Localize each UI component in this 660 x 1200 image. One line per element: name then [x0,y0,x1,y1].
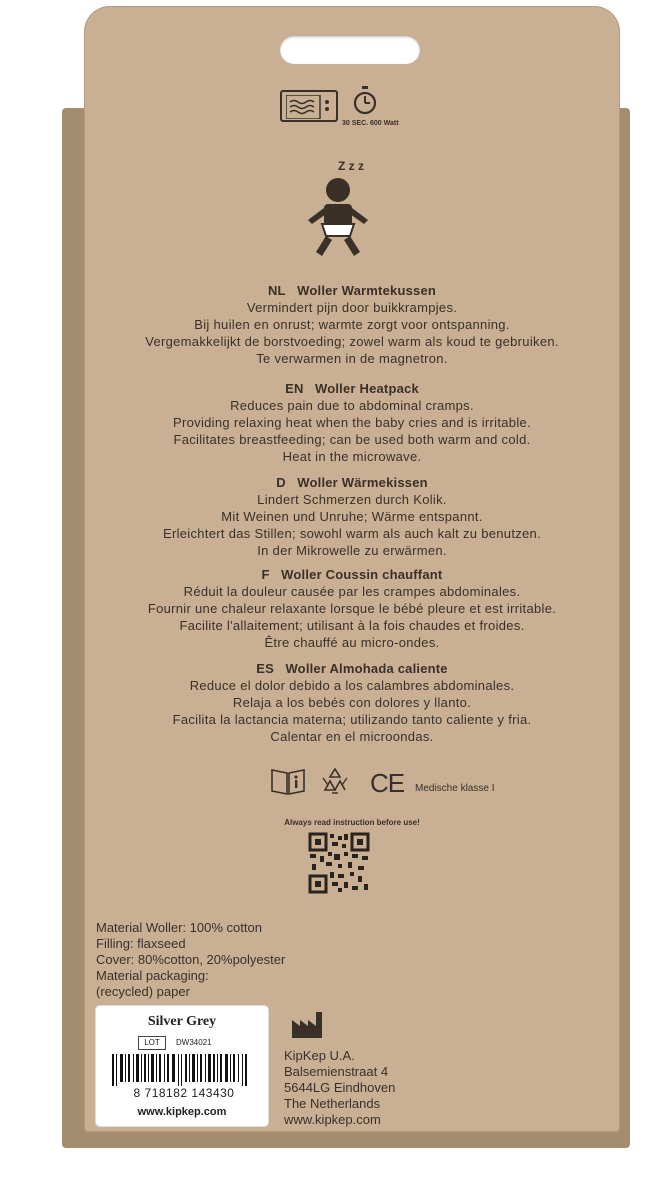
section-nl [84,282,620,367]
barcode-icon [112,1054,252,1086]
package-back [84,6,620,1132]
section-line: Te verwarmen in de magnetron. [256,351,448,366]
sleeping-baby-icon [298,152,378,262]
section-en [84,380,620,465]
section-title: F Woller Coussin chauffant [261,567,443,582]
lot-number: DW34021 [176,1038,212,1047]
section-es [84,660,620,745]
section-line: Reduce el dolor debido a los calambres abdominales. [189,678,515,693]
section-line: Facilita la lactancia materna; utilizando tanto caliente y fria. [172,712,532,727]
section-line: Vergemakkelijkt de borstvoeding; zowel warm als koud te gebruiken. [145,334,559,349]
address-line: www.kipkep.com [284,1112,381,1127]
heating-time-label: 30 SEC. 600 Watt [342,120,399,127]
microwave-icon [280,90,338,122]
heating-instructions [280,86,450,136]
address-line: The Netherlands [284,1096,381,1111]
section-title: NL Woller Warmtekussen [267,283,437,298]
section-line: Facilitates breastfeeding; can be used both warm and cold. [173,432,531,447]
section-title: ES Woller Almohada caliente [256,661,448,676]
recycle-icon [320,766,350,796]
material-line: Material Woller: 100% cotton [96,920,262,935]
section-line: Relaja a los bebés con dolores y llanto. [232,695,472,710]
medical-class-label: Medische klasse I [415,783,495,794]
company-address [284,1048,395,1128]
section-line: Reduces pain due to abdominal cramps. [230,398,474,413]
product-color: Silver Grey [147,1014,217,1029]
section-line: In der Mikrowelle zu erwärmen. [257,543,447,558]
read-manual-icon [270,766,306,796]
section-title: EN Woller Heatpack [285,381,419,396]
section-f [84,566,620,651]
address-line: 5644LG Eindhoven [284,1080,396,1095]
material-info [96,920,285,1000]
material-line: Filling: flaxseed [96,936,186,951]
material-line: (recycled) paper [96,984,190,999]
stopwatch-icon [352,86,378,116]
address-line: Balsemienstraat 4 [284,1064,389,1079]
qr-code-icon [308,832,370,894]
section-line: Être chauffé au micro-ondes. [264,635,440,650]
lot-label: LOT [138,1036,166,1050]
section-line: Fournir une chaleur relaxante lorsque le bébé pleure et est irritable. [147,601,557,616]
section-line: Bij huilen en onrust; warmte zorgt voor ontspanning. [194,317,510,332]
hang-hole [280,36,420,64]
material-line: Material packaging: [96,968,209,983]
product-label [96,1006,268,1126]
section-d [84,474,620,559]
section-line: Facilite l'allaitement; utilisant à la fois chaudes et froides. [179,618,525,633]
material-line: Cover: 80%cotton, 20%polyester [96,952,286,967]
section-line: Calentar en el microondas. [270,729,434,744]
ce-mark: CE [370,768,405,798]
section-line: Lindert Schmerzen durch Kolik. [257,492,447,507]
address-line: KipKep U.A. [284,1048,355,1063]
section-line: Erleichtert das Stillen; sowohl warm als auch kalt zu benutzen. [162,526,542,541]
section-line: Vermindert pijn door buikkrampjes. [246,300,458,315]
sleep-zzz-icon: Z z z [338,159,364,173]
barcode-number: 8 718182 143430 [133,1086,235,1100]
label-website: www.kipkep.com [137,1106,227,1118]
section-line: Réduit la douleur causée par les crampes abdominales. [183,584,521,599]
section-line: Providing relaxing heat when the baby cries and is irritable. [173,415,531,430]
section-line: Heat in the microwave. [282,449,422,464]
manufacturer-icon [290,1010,324,1040]
regulatory-symbols [270,766,570,800]
section-line: Mit Weinen und Unruhe; Wärme entspannt. [221,509,483,524]
section-title: D Woller Wärmekissen [276,475,428,490]
instruction-notice: Always read instruction before use! [284,818,420,827]
